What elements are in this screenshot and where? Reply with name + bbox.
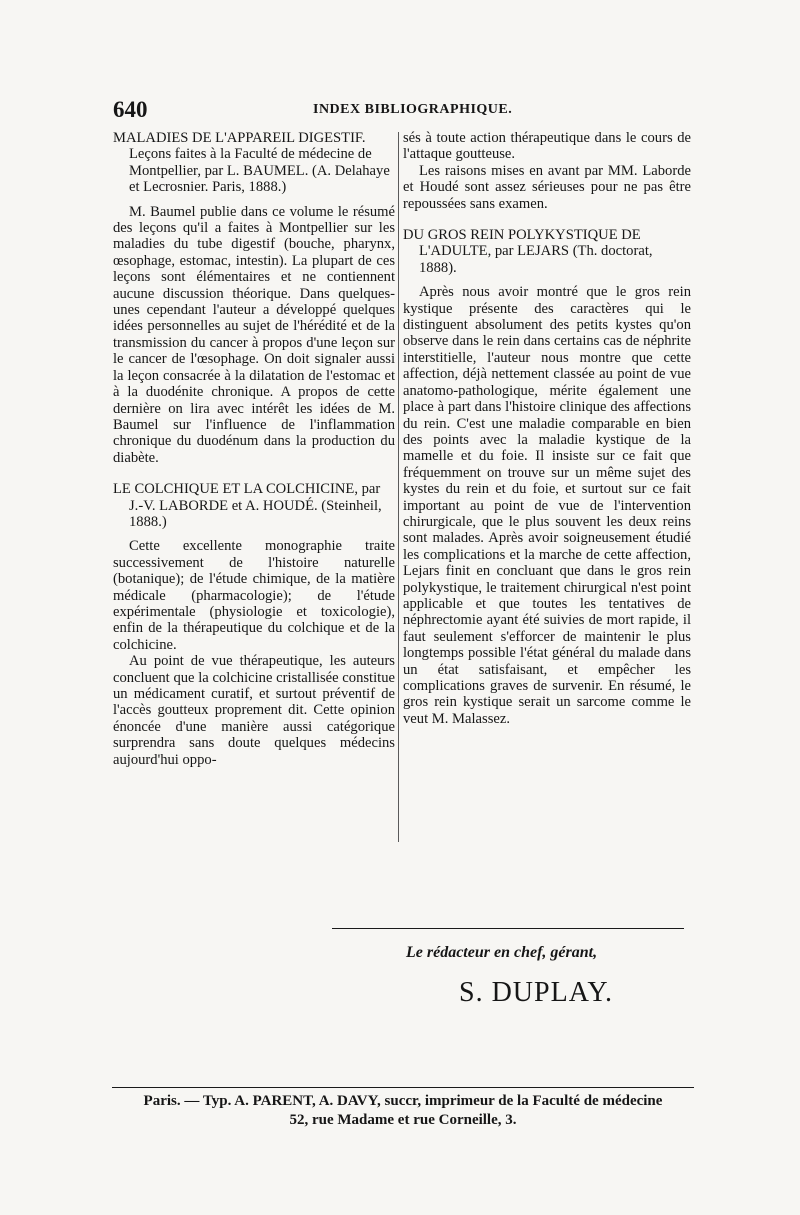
entry-paragraph: M. Baumel publie dans ce volume le résumé des leçons qu'il a faites à Montpellier sur les maladies du tube digestif (bouche, pharynx, œsophage, estomac, intestin). La plupart de ces leçons sont élémentaires et ne contiennent aucune discussion théorique. Dans quelques-unes cependant l'auteur a développé quelques idées personnelles au sujet de l'hérédité et de la transmission du cancer à propos d'une leçon sur le cancer de l'œsophage. On doit signaler aussi la leçon consacrée à la dilatation de l'estomac et à la duodénite chronique. A propos de cette dernière on lira avec intérêt les idées de M. Baumel sur l'influence de l'inflammation chronique du duodénum dans la production du diabète. (113, 203, 395, 466)
entry-paragraph: Au point de vue thérapeutique, les auteurs concluent que la colchicine cristallisée constitue un médicament curatif, et surtout préventif de l'accès goutteux proprement dit. Cette opinion énoncée d'une manière aussi catégorique surprendra sans doute quelques médecins aujourd'hui oppo- (113, 653, 395, 768)
entry-body (113, 538, 395, 768)
running-head (113, 97, 700, 127)
entry-heading: LE COLCHIQUE ET LA COLCHICINE, par J.-V. LABORDE et A. HOUDÉ. (Steinheil, 1888.) (113, 481, 382, 530)
entry-paragraph: Cette excellente monographie traite successivement de l'histoire naturelle (botanique); de l'étude chimique, de la matière médicale (pharmacologie); de l'étude expérimentale (physiologie et toxicologie), enfin de la thérapeutique du colchique et de la colchicine. (113, 538, 395, 653)
signature-rule (332, 928, 684, 929)
entry-heading: DU GROS REIN POLYKYSTIQUE DE L'ADULTE, par LEJARS (Th. doctorat, 1888). (403, 227, 653, 276)
right-column (403, 130, 691, 727)
entry-colchique-continued (403, 130, 691, 212)
running-title: INDEX BIBLIOGRAPHIQUE. (313, 102, 513, 117)
column-divider (398, 132, 399, 842)
entry-paragraph: Après nous avoir montré que le gros rein kystique présente des caractères qui le distinguent absolument des petits kystes qu'on observe dans le rein dans certains cas de néphrite interstitielle, l'auteur nous montre que cette affection, déjà nettement classée au point de vue anatomo-pathologique, mérite également une place à part dans l'histoire clinique des affections du rein. C'est une maladie comparable en bien des points avec la maladie kystique de la mamelle et du foie. Il insiste sur ce fait que fréquemment on trouve sur un même sujet des kystes du rein et du foie, et surtout sur ce fait important au point de vue de l'intervention chirurgicale, que le plus souvent les deux reins sont malades. Après avoir soigneusement étudié les complications et la marche de cette affection, Lejars finit en concluant que dans le gros rein polykystique, le traitement chirurgical n'est point applicable et que toutes les tentatives de néphrectomie ayant été suivies de mort rapide, il faut seulement s'efforcer de maintenir le plus longtemps possible l'état général du malade dans un état satisfaisant, et empêcher les complications graves de survenir. En résumé, le gros rein kystique serait un sarcome comme le veut M. Malassez. (403, 284, 691, 727)
entry-body (403, 130, 691, 212)
entry-heading: MALADIES DE L'APPAREIL DIGESTIF. Leçons faites à la Faculté de médecine de Montpellier, par L. BAUMEL. (A. Delahaye et Lecrosnier. Paris, 1888.) (113, 130, 390, 196)
entry-colchique (113, 481, 395, 768)
editor-name: S. DUPLAY. (459, 977, 613, 1008)
printer-imprint (112, 1092, 694, 1130)
editor-role: Le rédacteur en chef, gérant, (406, 944, 598, 961)
page-number: 640 (113, 97, 148, 122)
entry-paragraph: Les raisons mises en avant par MM. Laborde et Houdé sont assez sérieuses pour ne pas être repoussées sans examen. (403, 162, 691, 212)
entry-body (113, 204, 395, 467)
imprint-line: Paris. — Typ. A. PARENT, A. DAVY, succr, imprimeur de la Faculté de médecine (143, 1093, 663, 1109)
imprint-rule (112, 1087, 694, 1088)
entry-body (403, 284, 691, 727)
entry-maladies-digestif (113, 130, 395, 466)
left-column (113, 130, 395, 768)
entry-gros-rein (403, 227, 691, 727)
entry-paragraph: sés à toute action thérapeutique dans le cours de l'attaque goutteuse. (403, 130, 691, 163)
imprint-line: 52, rue Madame et rue Corneille, 3. (289, 1112, 517, 1128)
